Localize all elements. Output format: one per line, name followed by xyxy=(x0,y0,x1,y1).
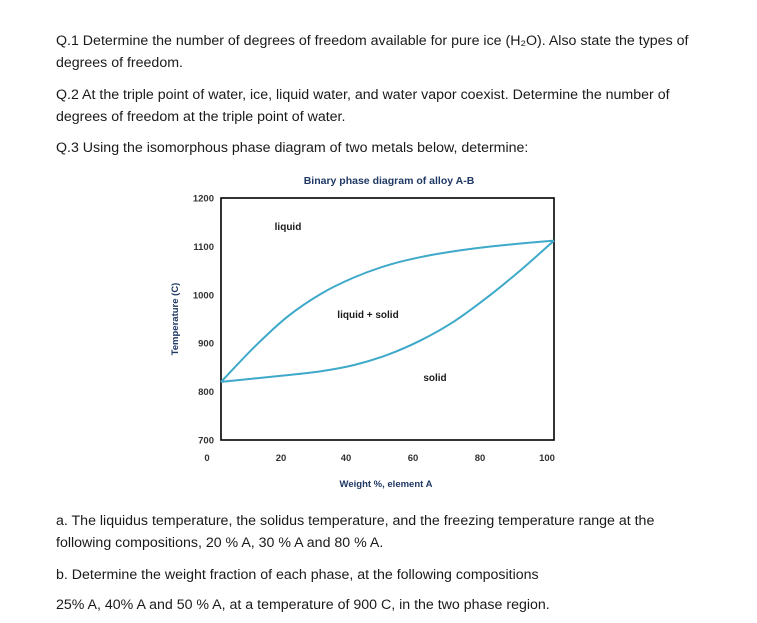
part-a: a. The liquidus temperature, the solidus temperature, and the freezing temperature range at the following compositions, 20 % A, 30 % A and 80 % A. xyxy=(56,513,655,551)
part-b-line-2: 25% A, 40% A and 50 % A, at a temperature of 900 C, in the two phase region. xyxy=(56,597,550,613)
part-b: b. Determine the weight fraction of each phase, at the following compositions xyxy=(56,567,539,583)
x-tick-label: 80 xyxy=(474,453,486,464)
question-2: Q.2 At the triple point of water, ice, liquid water, and water vapor coexist. Determine the number of degrees of freedom at the triple point of water. xyxy=(56,87,670,125)
region-label-liquid: liquid xyxy=(274,222,302,233)
question-1: Q.1 Determine the number of degrees of freedom available for pure ice (H₂O). Also state the types of degrees of freedom. xyxy=(56,33,689,71)
question-3: Q.3 Using the isomorphous phase diagram of two metals below, determine: xyxy=(56,140,529,156)
y-tick-label: 900 xyxy=(198,338,214,350)
y-tick-label: 700 xyxy=(198,435,214,447)
region-label-solid: solid xyxy=(423,373,447,384)
x-tick-label: 20 xyxy=(275,453,287,464)
chart-title: Binary phase diagram of alloy A-B xyxy=(303,175,475,187)
y-axis-label: Temperature (C) xyxy=(170,282,181,356)
x-axis-label: Weight %, element A xyxy=(339,479,433,490)
y-tick-label: 1200 xyxy=(192,193,214,205)
y-tick-label: 800 xyxy=(198,387,214,399)
x-tick-label: 60 xyxy=(407,453,419,464)
y-tick-label: 1000 xyxy=(192,290,214,302)
region-label-liquid-solid: liquid + solid xyxy=(337,310,399,321)
x-tick-label: 0 xyxy=(204,453,210,464)
x-tick-label: 40 xyxy=(340,453,352,464)
y-tick-label: 1100 xyxy=(193,241,214,253)
x-tick-label: 100 xyxy=(539,453,555,464)
